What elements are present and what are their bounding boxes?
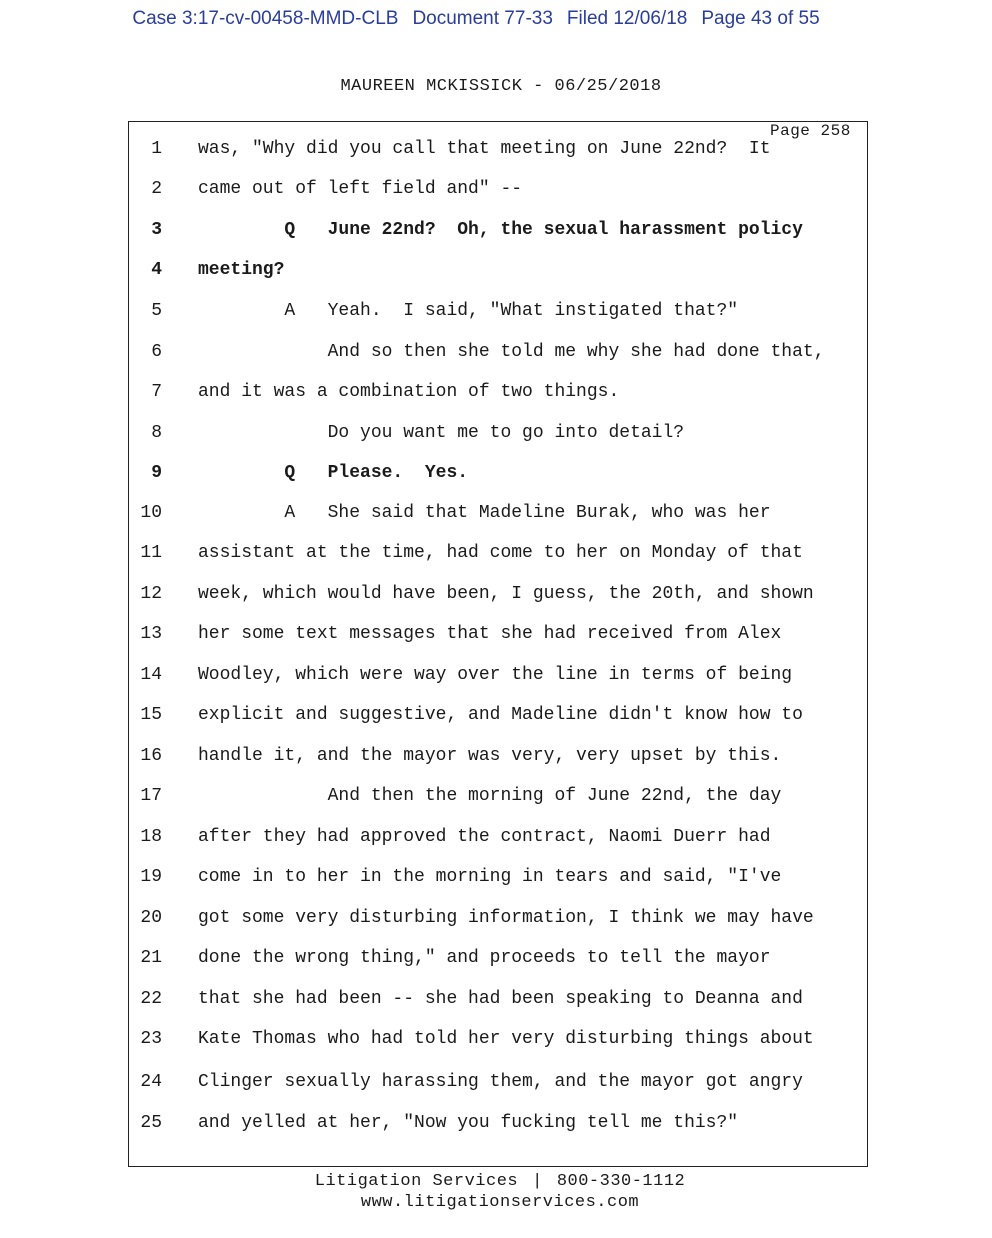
line-number: 12 — [140, 584, 162, 604]
footer-website: www.litigationservices.com — [360, 1193, 640, 1212]
line-text: Q Please. Yes. — [198, 463, 469, 483]
line-text: come in to her in the morning in tears and said, "I've — [198, 867, 782, 887]
line-number: 11 — [140, 543, 162, 563]
line-text: was, "Why did you call that meeting on June 22nd? It — [198, 139, 771, 159]
line-number: 1 — [151, 139, 162, 159]
footer-company: Litigation Services — [314, 1172, 519, 1191]
case-header — [0, 8, 952, 30]
line-number: 3 — [151, 220, 162, 240]
line-number: 20 — [140, 908, 162, 928]
transcript-line — [0, 825, 992, 849]
line-number: 25 — [140, 1113, 162, 1133]
line-text: and yelled at her, "Now you fucking tell me this?" — [198, 1113, 739, 1133]
line-number: 23 — [140, 1029, 162, 1049]
document-number: Document 77-33 — [412, 8, 553, 29]
line-text: Q June 22nd? Oh, the sexual harassment policy — [198, 220, 803, 240]
footer-separator: | — [532, 1172, 543, 1191]
line-text: her some text messages that she had received from Alex — [198, 624, 782, 644]
line-number: 8 — [151, 423, 162, 443]
transcript-line — [0, 340, 992, 364]
line-text: And then the morning of June 22nd, the day — [198, 786, 782, 806]
transcript-line — [0, 987, 992, 1011]
line-text: Do you want me to go into detail? — [198, 423, 685, 443]
transcript-line — [0, 380, 992, 404]
line-text: A Yeah. I said, "What instigated that?" — [198, 301, 739, 321]
transcript-line — [0, 1070, 992, 1094]
line-text: Clinger sexually harassing them, and the mayor got angry — [198, 1072, 803, 1092]
transcript-line — [0, 744, 992, 768]
transcript-line — [0, 461, 992, 485]
line-number: 17 — [140, 786, 162, 806]
line-number: 18 — [140, 827, 162, 847]
line-number: 19 — [140, 867, 162, 887]
transcript-line — [0, 541, 992, 565]
line-number: 7 — [151, 382, 162, 402]
line-text: that she had been -- she had been speaking to Deanna and — [198, 989, 803, 1009]
line-text: after they had approved the contract, Naomi Duerr had — [198, 827, 771, 847]
line-text: assistant at the time, had come to her on Monday of that — [198, 543, 803, 563]
transcript-line — [0, 663, 992, 687]
line-number: 6 — [151, 342, 162, 362]
deposition-title: MAUREEN MCKISSICK - 06/25/2018 — [340, 77, 662, 96]
line-number: 10 — [140, 503, 162, 523]
transcript-line — [0, 906, 992, 930]
line-text: A She said that Madeline Burak, who was her — [198, 503, 771, 523]
line-text: Woodley, which were way over the line in terms of being — [198, 665, 793, 685]
line-number: 13 — [140, 624, 162, 644]
footer-phone: 800-330-1112 — [556, 1172, 686, 1191]
line-number: 16 — [140, 746, 162, 766]
transcript-line — [0, 177, 992, 201]
transcript-line — [0, 946, 992, 970]
line-text: Kate Thomas who had told her very disturbing things about — [198, 1029, 814, 1049]
transcript-line — [0, 137, 992, 161]
transcript-line — [0, 784, 992, 808]
transcript-page-number: Page 258 — [770, 122, 851, 140]
line-text: meeting? — [198, 260, 285, 280]
line-number: 5 — [151, 301, 162, 321]
line-text: and it was a combination of two things. — [198, 382, 620, 402]
line-number: 2 — [151, 179, 162, 199]
line-text: week, which would have been, I guess, the 20th, and shown — [198, 584, 814, 604]
line-text: done the wrong thing," and proceeds to tell the mayor — [198, 948, 771, 968]
transcript-line — [0, 421, 992, 445]
transcript-line — [0, 258, 992, 282]
line-number: 24 — [140, 1072, 162, 1092]
transcript-line — [0, 1111, 992, 1135]
line-text: came out of left field and" -- — [198, 179, 523, 199]
transcript-line — [0, 582, 992, 606]
line-number: 15 — [140, 705, 162, 725]
transcript-line — [0, 703, 992, 727]
footer-contact — [0, 1171, 992, 1192]
line-number: 21 — [140, 948, 162, 968]
line-text: And so then she told me why she had done that, — [198, 342, 825, 362]
filed-date: Filed 12/06/18 — [566, 8, 688, 29]
line-text: explicit and suggestive, and Madeline didn't know how to — [198, 705, 803, 725]
line-number: 22 — [140, 989, 162, 1009]
line-text: handle it, and the mayor was very, very upset by this. — [198, 746, 782, 766]
case-number: Case 3:17-cv-00458-MMD-CLB — [132, 8, 399, 29]
transcript-line — [0, 1027, 992, 1051]
transcript-line — [0, 218, 992, 242]
line-number: 4 — [151, 260, 162, 280]
line-text: got some very disturbing information, I think we may have — [198, 908, 814, 928]
page-count: Page 43 of 55 — [701, 8, 820, 29]
transcript-line — [0, 299, 992, 323]
line-number: 14 — [140, 665, 162, 685]
transcript-line — [0, 865, 992, 889]
footer — [0, 1171, 992, 1213]
transcript-line — [0, 501, 992, 525]
line-number: 9 — [151, 463, 162, 483]
transcript-line — [0, 622, 992, 646]
